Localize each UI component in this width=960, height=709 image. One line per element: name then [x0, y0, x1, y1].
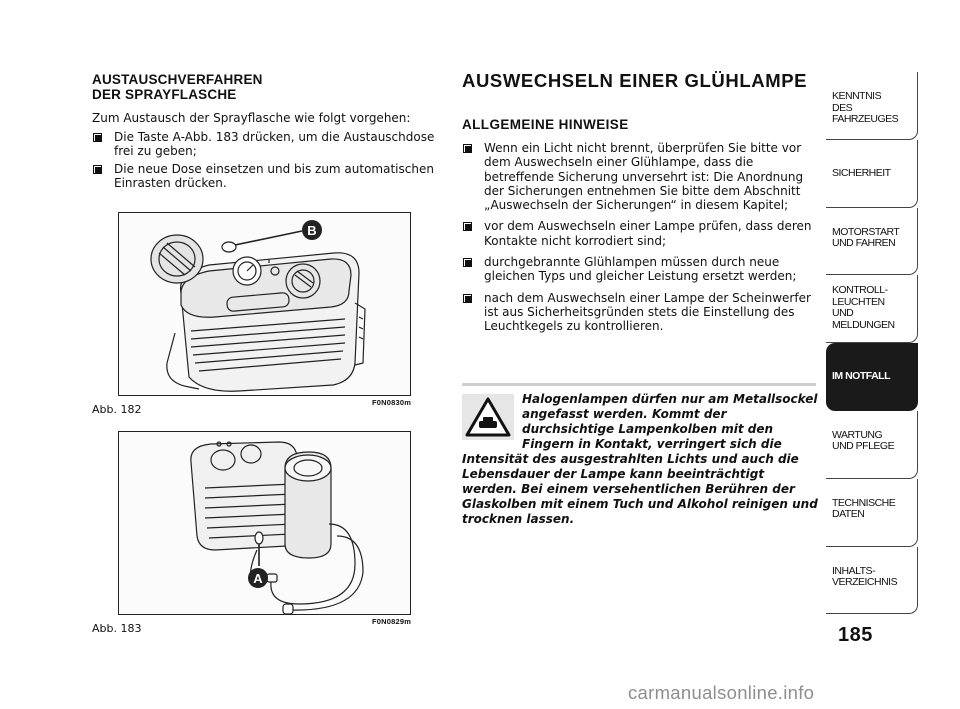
list-item-text: Die Taste A-Abb. 183 drücken, um die Austauschdose frei zu geben; [114, 130, 435, 159]
figure-183-compressor [118, 431, 411, 615]
tab-wartung[interactable]: WARTUNG UND PFLEGE [826, 411, 918, 479]
section-heading [92, 72, 442, 102]
checkbox-bullet-icon [93, 133, 102, 142]
subheading: ALLGEMEINE HINWEISE [462, 117, 629, 132]
warning-box [462, 392, 818, 527]
list-item [92, 130, 442, 159]
tab-technische-daten[interactable]: TECHNISCHE DATEN [826, 479, 918, 547]
tab-im-notfall[interactable]: IM NOTFALL [826, 343, 918, 411]
list-item-text: Die neue Dose einsetzen und bis zum automatischen Einrasten drücken. [114, 161, 434, 190]
list-item [92, 162, 442, 191]
watermark: carmanualsonline.info [628, 682, 815, 703]
left-column [92, 72, 442, 193]
figure-182-compressor [118, 212, 411, 396]
compressor-illustration [119, 432, 411, 615]
list-item-text: nach dem Auswechseln einer Lampe der Scheinwerfer ist aus Sicherheitsgründen stets die Einstellung des Leuchtkegels zu kontrollieren. [484, 290, 811, 334]
figure-code: F0N0830m [372, 398, 412, 407]
list-item [462, 219, 817, 248]
figure-caption: Abb. 183 [92, 622, 142, 635]
warning-divider [462, 383, 816, 386]
warning-triangle-icon [462, 394, 514, 440]
replacement-steps-list [92, 130, 442, 190]
section-heading-line2: DER SPRAYFLASCHE [92, 87, 237, 102]
tab-inhaltsverzeichnis[interactable]: INHALTS- VERZEICHNIS [826, 547, 918, 615]
main-column [462, 70, 817, 341]
figure-caption: Abb. 182 [92, 403, 142, 416]
tab-motorstart[interactable]: MOTORSTART UND FAHREN [826, 208, 918, 276]
warning-text: Halogenlampen dürfen nur am Metallsockel angefasst werden. Kommt der durchsichtige Lampenkolben mit den Fingern in Kontakt, verringert sich die Intensität des ausgestrahlten Lichts und auch die Lebensdauer der Lampe kann beeinträchtigt werden. Bei einem versehentlichen Berühren der Glaskolben mit einem Tuch und Alkohol reinigen und trocknen lassen. [462, 392, 818, 526]
list-item-text: durchgebrannte Glühlampen müssen durch neue gleichen Typs und gleicher Leistung ersetzt werden; [484, 255, 797, 284]
callout-b-marker [302, 220, 322, 240]
figure-code: F0N0829m [372, 617, 412, 626]
checkbox-bullet-icon [463, 294, 472, 303]
callout-a-marker [248, 568, 268, 588]
callout-b-label: B [307, 223, 317, 238]
page-number: 185 [838, 624, 873, 646]
checkbox-bullet-icon [463, 258, 472, 267]
list-item-text: vor dem Auswechseln einer Lampe prüfen, dass deren Kontakte nicht korrodiert sind; [484, 219, 812, 248]
checkbox-bullet-icon [463, 144, 472, 153]
section-heading-line1: AUSTAUSCHVERFAHREN [92, 72, 263, 87]
list-item [462, 141, 817, 212]
list-item [462, 255, 817, 284]
tab-kontrollleuchten[interactable]: KONTROLL- LEUCHTEN UND MELDUNGEN [826, 275, 918, 343]
tab-kenntnis[interactable]: KENNTNIS DES FAHRZEUGES [826, 72, 918, 140]
chapter-tabs [826, 72, 918, 614]
checkbox-bullet-icon [93, 165, 102, 174]
tab-sicherheit[interactable]: SICHERHEIT [826, 140, 918, 208]
compressor-illustration [119, 213, 411, 396]
checkbox-bullet-icon [463, 222, 472, 231]
intro-text: Zum Austausch der Sprayflasche wie folgt vorgehen: [92, 111, 411, 125]
list-item-text: Wenn ein Licht nicht brennt, überprüfen Sie bitte vor dem Auswechseln einer Glühlampe, dass die betreffende Sicherung unversehrt ist: Die Anordnung der Sicherungen entnehmen Sie bitte dem Abschnitt „Auswechseln der Sicherungen“ in diesem Kapitel; [484, 141, 804, 213]
callout-a-label: A [253, 571, 263, 586]
general-notes-list [462, 141, 817, 334]
list-item [462, 291, 817, 334]
page-title: AUSWECHSELN EINER GLÜHLAMPE [462, 70, 808, 91]
